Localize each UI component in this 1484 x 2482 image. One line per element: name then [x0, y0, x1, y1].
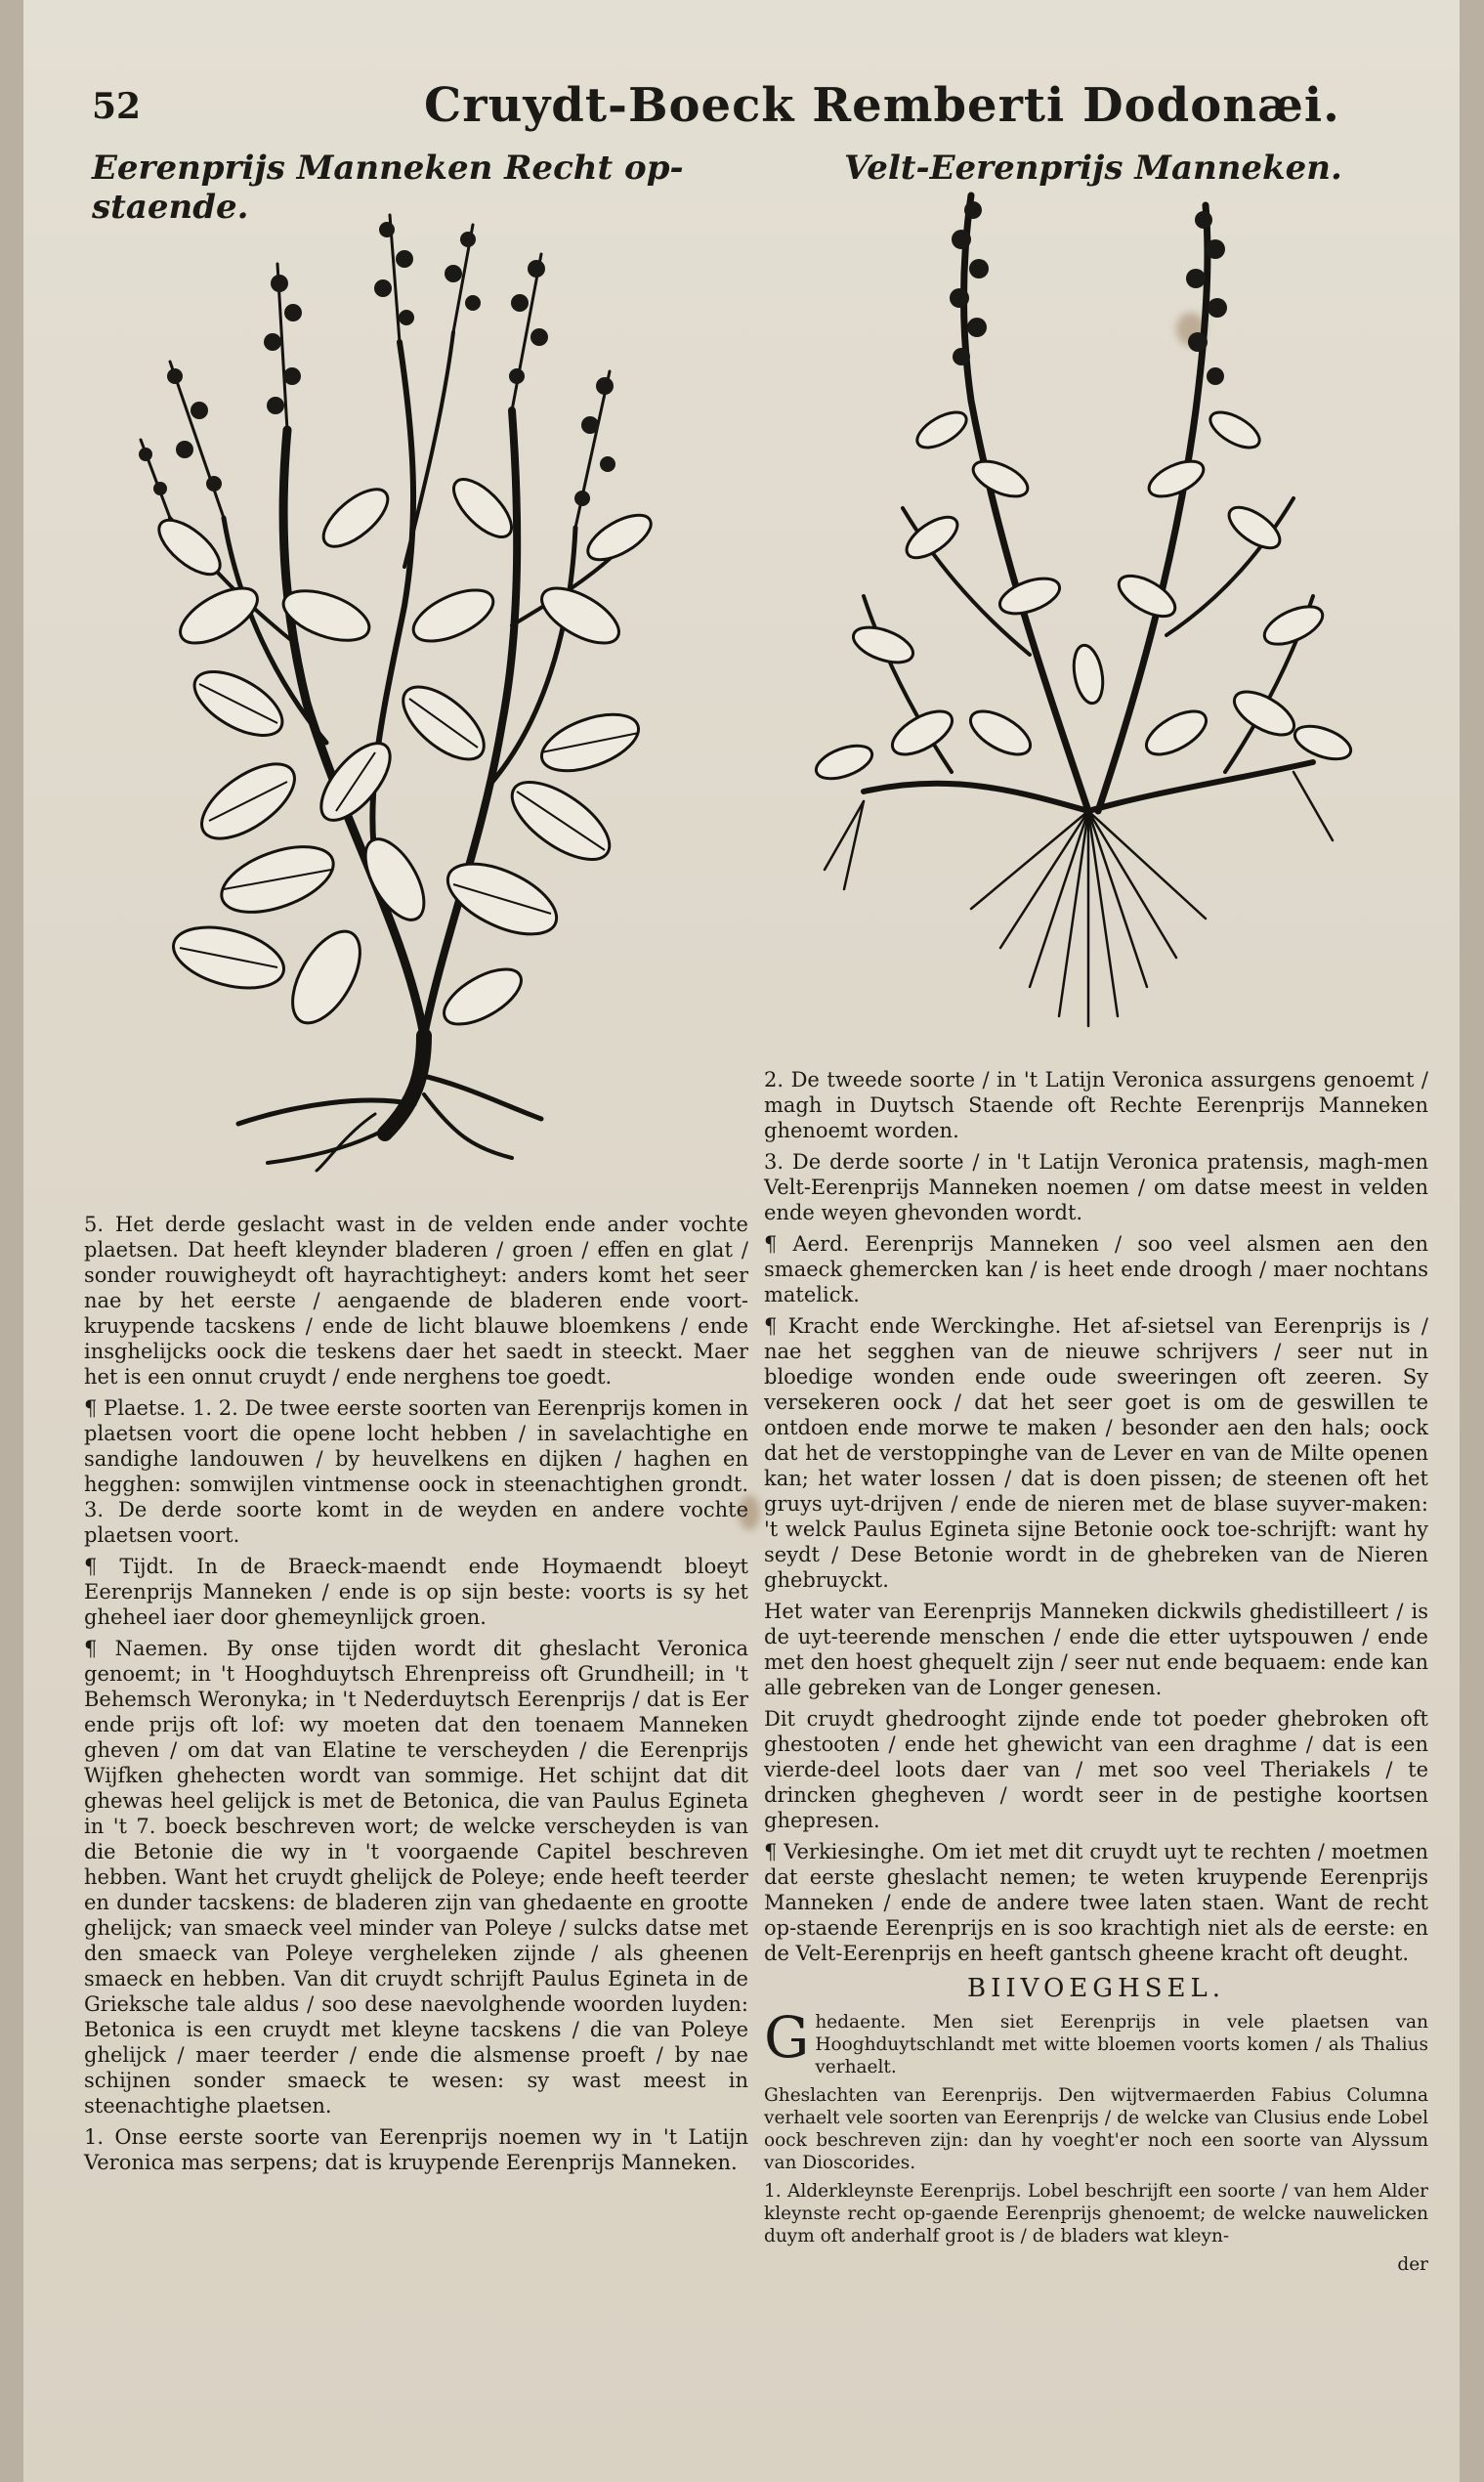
paragraph: ¶ Kracht ende Werckinghe. Het af-sietsel van Eerenprijs is / nae het segghen van de nieuwe schrijvers / seer nut in bloedige wonden ende oude sweeringen oft zeeren. Sy versekeren oock / dat het seer goet is om de geswillen te ontdoen ende morwe te maken / besonder aen den hals; oock dat het de verstoppinghe van de Lever en van de Milte openen kan; het water lossen / dat is doen pissen; de steenen oft het gruys uyt-drijven / ende de nieren met de blase suyver-maken: 't welck Paulus Egineta sijne Betonie oock toe-schrijft: want hy seydt / Dese Betonie wordt in de ghebreken van de Nieren ghebruyckt. [764, 1314, 1428, 1592]
book-page [23, 0, 1460, 2482]
paragraph: Het water van Eerenprijs Manneken dickwils ghedistilleert / is de uyt-teerende menschen / ende die etter uytspouwen / ende met den hoest ghequelt zijn / seer nut ende bequaem: ende kan alle gebreken van de Longer genesen. [764, 1600, 1428, 1699]
drop-cap: G [764, 2004, 810, 2071]
page-number: 52 [92, 86, 142, 127]
left-figure-title: Eerenprijs Manneken Recht op-staende. [92, 149, 684, 227]
right-figure-title: Velt-Eerenprijs Manneken. [844, 149, 1342, 188]
left-text-column [84, 1212, 748, 2181]
paragraph: ¶ Plaetse. 1. 2. De twee eerste soorten van Eerenprijs komen in plaetsen voort die opene locht hebben / in savelachtighe en sandighe landouwen / by heuvelkens en dijken / haghen en hegghen: somwijlen vintmense oock in steenachtighen grondt. 3. De derde soorte komt in de weyden en andere vochte plaetsen voort. [84, 1396, 748, 1547]
paragraph: 2. De tweede soorte / in 't Latijn Veronica assurgens genoemt / magh in Duytsch Staende oft Rechte Eerenprijs Manneken ghenoemt worden. [764, 1068, 1428, 1142]
running-title: Cruydt-Boeck Remberti Dodonæi. [424, 78, 1340, 133]
paragraph: 3. De derde soorte / in 't Latijn Veronica pratensis, magh-men Velt-Eerenprijs Manneken noemen / om datse meest in velden ende weyen ghevonden wordt. [764, 1150, 1428, 1224]
paragraph: 1. Onse eerste soorte van Eerenprijs noemen wy in 't Latijn Veronica mas serpens; dat is kruypende Eerenprijs Manneken. [84, 2125, 748, 2174]
right-text-column [764, 1067, 1428, 2282]
section-heading-bijvoeghsel: BIIVOEGHSEL. [966, 1974, 1226, 2003]
paragraph: hedaente. Men siet Eerenprijs in vele plaetsen van Hooghduytschlandt met witte bloemen voorts komen / als Thalius verhaelt. [815, 2012, 1428, 2077]
catchword: der [1397, 2254, 1428, 2275]
woodcut-veronica-field [805, 186, 1362, 1036]
woodcut-veronica-upright [131, 195, 678, 1173]
paragraph: Gheslachten van Eerenprijs. Den wijtvermaerden Fabius Columna verhaelt vele soorten van Eerenprijs / de welcke van Clusius ende Lobel oock beschreven zijn: dan hy voeght'er noch een soorte van Alyssum van Dioscorides. [764, 2085, 1428, 2173]
page-header [23, 78, 1460, 147]
paragraph: ¶ Naemen. By onse tijden wordt dit gheslacht Veronica genoemt; in 't Hooghduytsch Ehrenpreiss oft Grundheill; in 't Behemsch Weronyka; in 't Nederduytsch Eerenprijs / dat is Eer ende prijs oft lof: wy moeten dat den toenaem Manneken gheven / om dat van Elatine te verscheyden / die Eerenprijs Wijfken ghehecten wordt van sommige. Het schijnt dat dit ghewas heel gelijck is met de Betonica, die van Paulus Egineta in 't 7. boeck beschreven wort; de welcke verscheyden is van die Betonie die wy in 't voorgaende Capitel beschreven hebben. Want het cruydt ghelijck de Poleye; ende heeft teerder en dunder tacskens: de bladeren zijn van ghedaente en grootte ghelijck; van smaeck veel minder van Poleye / sulcks datse met den smaeck van Poleye vergheleken zijnde / als gheenen smaeck en hebben. Van dit cruydt schrijft Paulus Egineta in de Grieksche tale aldus / soo dese naevolghende woorden luyden: Betonica is een cruydt met kleyne tacskens / die van Poleye ghelijck / maer teerder / ende die alsmense proeft / by nae schijnen sonder smaeck te wesen: sy wast meest in steenachtighe plaetsen. [84, 1637, 748, 2118]
paragraph: 1. Alderkleynste Eerenprijs. Lobel beschrijft een soorte / van hem Alder kleynste recht op-gaende Eerenprijs ghenoemt; de welcke nauwelicken duym oft anderhalf groot is / de bladers wat kleyn- [764, 2181, 1428, 2247]
paragraph: ¶ Verkiesinghe. Om iet met dit cruydt uyt te rechten / moetmen dat eerste gheslacht nemen; te weten kruypende Eerenprijs Manneken / ende de andere twee laten staen. Want de recht op-staende Eerenprijs en is soo krachtigh niet als de eerste: en de Velt-Eerenprijs en heeft gantsch gheene kracht oft deught. [764, 1840, 1428, 1965]
paragraph: ¶ Aerd. Eerenprijs Manneken / soo veel alsmen aen den smaeck ghemercken kan / is heet ende droogh / maer nochtans matelick. [764, 1232, 1428, 1306]
bijvoeghsel-text [764, 2004, 1428, 2276]
paragraph: Dit cruydt ghedrooght zijnde ende tot poeder ghebroken oft ghestooten / ende het ghewicht van een draghme / dat is een vierde-deel loots daer van / met soo veel Theriakels / te drincken ghegheven / wordt seer in de pestighe koortsen ghepresen. [764, 1707, 1428, 1832]
paragraph: 5. Het derde geslacht wast in de velden ende ander vochte plaetsen. Dat heeft kleynder bladeren / groen / effen en glat / sonder rouwigheydt oft hayrachtigheyt: anders komt het seer nae by het eerste / aengaende de bladeren ende voort-kruypende tacskens / ende de licht blauwe bloemkens / ende insghelijcks oock die teskens daer het saedt in steeckt. Maer het is een onnut cruydt / ende nerghens toe goedt. [84, 1213, 748, 1389]
paragraph: ¶ Tijdt. In de Braeck-maendt ende Hoymaendt bloeyt Eerenprijs Manneken / ende is op sijn beste: voorts is sy het gheheel iaer door ghemeynlijck groen. [84, 1555, 748, 1629]
